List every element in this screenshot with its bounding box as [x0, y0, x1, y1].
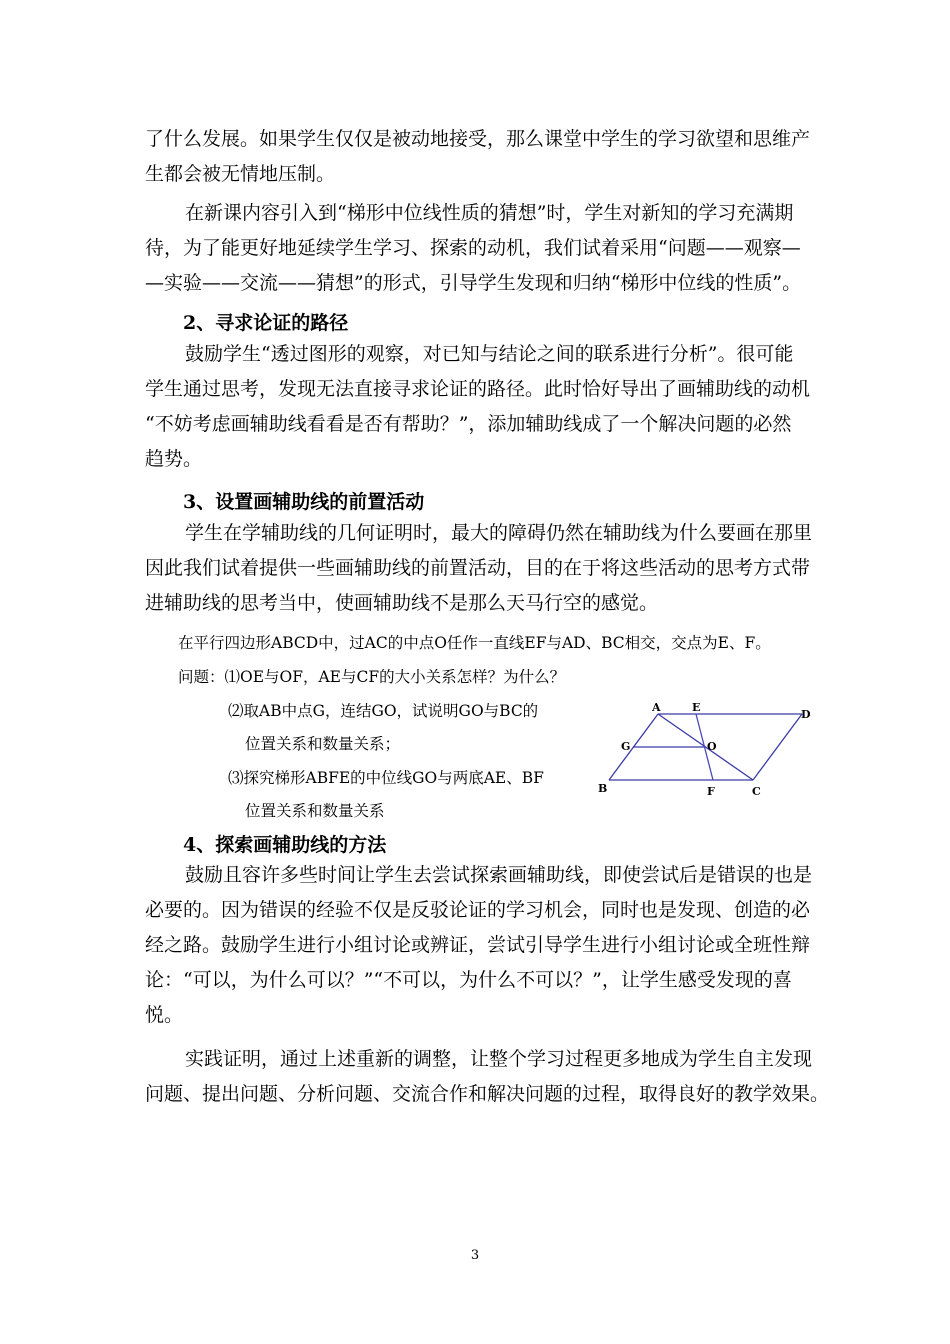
text-line: 待，为了能更好地延续学生学习、探索的动机，我们试着采用“问题——观察—: [145, 237, 801, 259]
label-b: B: [598, 782, 608, 795]
text-line: 趋势。: [145, 448, 203, 470]
label-g: G: [621, 740, 631, 753]
text-line: 鼓励且容许多些时间让学生去尝试探索画辅助线，即使尝试后是错误的也是: [185, 864, 813, 886]
paragraph-3: [145, 337, 815, 477]
label-c: C: [752, 785, 761, 798]
problem-question-3-cont: 位置关系和数量关系: [245, 802, 385, 820]
text-line: 因此我们试着提供一些画辅助线的前置活动，目的在于将这些活动的思考方式带: [145, 557, 811, 579]
text-line: “不妨考虑画辅助线看看是否有帮助？”，添加辅助线成了一个解决问题的必然: [145, 413, 792, 435]
segment-dc: [753, 714, 802, 780]
label-o: O: [707, 740, 717, 753]
problem-question-2-cont: 位置关系和数量关系；: [245, 735, 401, 753]
text-line: 学生在学辅助线的几何证明时，最大的障碍仍然在辅助线为什么要画在那里: [185, 522, 813, 544]
problem-question-3: ⑶探究梯形ABFE的中位线GO与两底AE、BF: [228, 769, 544, 787]
page-number: 3: [470, 1248, 480, 1263]
text-line: 必要的。因为错误的经验不仅是反驳论证的学习机会，同时也是发现、创造的必: [145, 899, 811, 921]
problem-question-1: 问题：⑴OE与OF，AE与CF的大小关系怎样？为什么？: [178, 668, 566, 686]
text-line: 问题、提出问题、分析问题、交流合作和解决问题的过程，取得良好的教学效果。: [145, 1083, 830, 1105]
paragraph-2: [145, 196, 815, 301]
section-heading-2: 2、寻求论证的路径: [183, 312, 349, 334]
label-f: F: [707, 785, 715, 798]
text-line: —实验——交流——猜想”的形式，引导学生发现和归纳“梯形中位线的性质”。: [145, 272, 802, 294]
paragraph-6: [145, 1042, 830, 1112]
paragraph-5: [145, 858, 815, 1033]
section-heading-3: 3、设置画辅助线的前置活动: [183, 491, 425, 513]
text-line: 进辅助线的思考当中，使画辅助线不是那么天马行空的感觉。: [145, 592, 659, 614]
text-line: 学生通过思考，发现无法直接寻求论证的路径。此时恰好导出了画辅助线的动机: [145, 378, 811, 400]
label-a: A: [652, 701, 661, 714]
problem-intro: 在平行四边形ABCD中，过AC的中点O任作一直线EF与AD、BC相交，交点为E、F。: [178, 634, 771, 652]
text-line: 实践证明，通过上述重新的调整，让整个学习过程更多地成为学生自主发现: [185, 1048, 813, 1070]
section-heading-4: 4、探索画辅助线的方法: [183, 834, 387, 856]
label-d: D: [801, 708, 811, 721]
text-line: 鼓励学生“透过图形的观察，对已知与结论之间的联系进行分析”。很可能: [185, 343, 794, 365]
text-line: 了什么发展。如果学生仅仅是被动地接受，那么课堂中学生的学习欲望和思维产: [145, 128, 811, 150]
label-e: E: [692, 701, 701, 714]
text-line: 论：“可以，为什么可以？”“不可以，为什么不可以？”，让学生感受发现的喜: [145, 969, 792, 991]
text-line: 在新课内容引入到“梯形中位线性质的猜想”时，学生对新知的学习充满期: [185, 202, 794, 224]
problem-question-2: ⑵取AB中点G，连结GO，试说明GO与BC的: [228, 702, 539, 720]
paragraph-1: [145, 122, 815, 192]
text-line: 生都会被无情地压制。: [145, 163, 336, 185]
text-line: 经之路。鼓励学生进行小组讨论或辨证，尝试引导学生进行小组讨论或全班性辩: [145, 934, 811, 956]
parallelogram-figure: [595, 698, 820, 803]
text-line: 悦。: [145, 1004, 184, 1026]
paragraph-4: [145, 516, 815, 621]
